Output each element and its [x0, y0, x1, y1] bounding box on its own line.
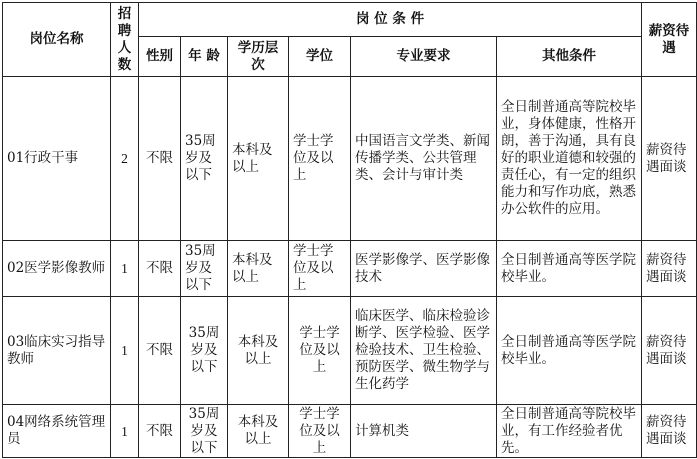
salary-cell: 薪资待遇面谈 [642, 405, 697, 458]
table-row [3, 405, 697, 458]
table-row [3, 241, 697, 297]
position-cell: 04网络系统管理员 [3, 405, 111, 458]
salary-cell: 薪资待遇面谈 [642, 297, 697, 405]
age-cell: 35周岁及以下 [181, 297, 228, 405]
gender-cell: 不限 [139, 241, 181, 297]
major-cell: 中国语言文学类、新闻传播学类、公共管理类、会计与审计类 [351, 77, 497, 241]
gender-cell: 不限 [139, 405, 181, 458]
header-education: 学历层次 [228, 37, 289, 77]
education-cell: 本科及以上 [228, 405, 289, 458]
major-cell: 临床医学、临床检验诊断学、医学检验、医学检验技术、卫生检验、预防医学、微生物学与生化药学 [351, 297, 497, 405]
salary-cell: 薪资待遇面谈 [642, 77, 697, 241]
count-cell: 1 [111, 405, 139, 458]
degree-cell: 学士学位及以上 [289, 241, 351, 297]
age-cell: 35周岁及以下 [181, 405, 228, 458]
header-position-name: 岗位名称 [3, 3, 111, 77]
degree-cell: 学士学位及以上 [289, 405, 351, 458]
education-cell: 本科及以上 [228, 77, 289, 241]
recruitment-table [2, 2, 697, 458]
other-cell: 全日制普通高等医学院校毕业。 [497, 297, 642, 405]
other-cell: 全日制普通高等院校毕业，有工作经验者优先。 [497, 405, 642, 458]
table-row [3, 297, 697, 405]
position-cell: 03临床实习指导教师 [3, 297, 111, 405]
count-cell: 2 [111, 77, 139, 241]
degree-cell: 学士学位及以上 [289, 77, 351, 241]
count-cell: 1 [111, 241, 139, 297]
header-conditions: 岗 位 条 件 [139, 3, 642, 37]
salary-cell: 薪资待遇面谈 [642, 241, 697, 297]
count-cell: 1 [111, 297, 139, 405]
other-cell: 全日制普通高等院校毕业，身体健康，性格开朗，善于沟通，具有良好的职业道德和较强的责任心，有一定的组织能力和写作功底，熟悉办公软件的应用。 [497, 77, 642, 241]
header-other: 其他条件 [497, 37, 642, 77]
gender-cell: 不限 [139, 77, 181, 241]
header-recruit-count: 招聘人数 [111, 3, 139, 77]
table-row [3, 77, 697, 241]
header-degree: 学位 [289, 37, 351, 77]
education-cell: 本科及以上 [228, 297, 289, 405]
degree-cell: 学士学位及以上 [289, 297, 351, 405]
header-salary: 薪资待遇 [642, 3, 697, 77]
header-age: 年 龄 [181, 37, 228, 77]
header-major: 专业要求 [351, 37, 497, 77]
major-cell: 计算机类 [351, 405, 497, 458]
position-cell: 02医学影像教师 [3, 241, 111, 297]
age-cell: 35周岁及以下 [181, 77, 228, 241]
header-gender: 性别 [139, 37, 181, 77]
education-cell: 本科及以上 [228, 241, 289, 297]
gender-cell: 不限 [139, 297, 181, 405]
age-cell: 35周岁及以下 [181, 241, 228, 297]
position-cell: 01行政干事 [3, 77, 111, 241]
other-cell: 全日制普通高等医学院校毕业。 [497, 241, 642, 297]
major-cell: 医学影像学、医学影像技术 [351, 241, 497, 297]
